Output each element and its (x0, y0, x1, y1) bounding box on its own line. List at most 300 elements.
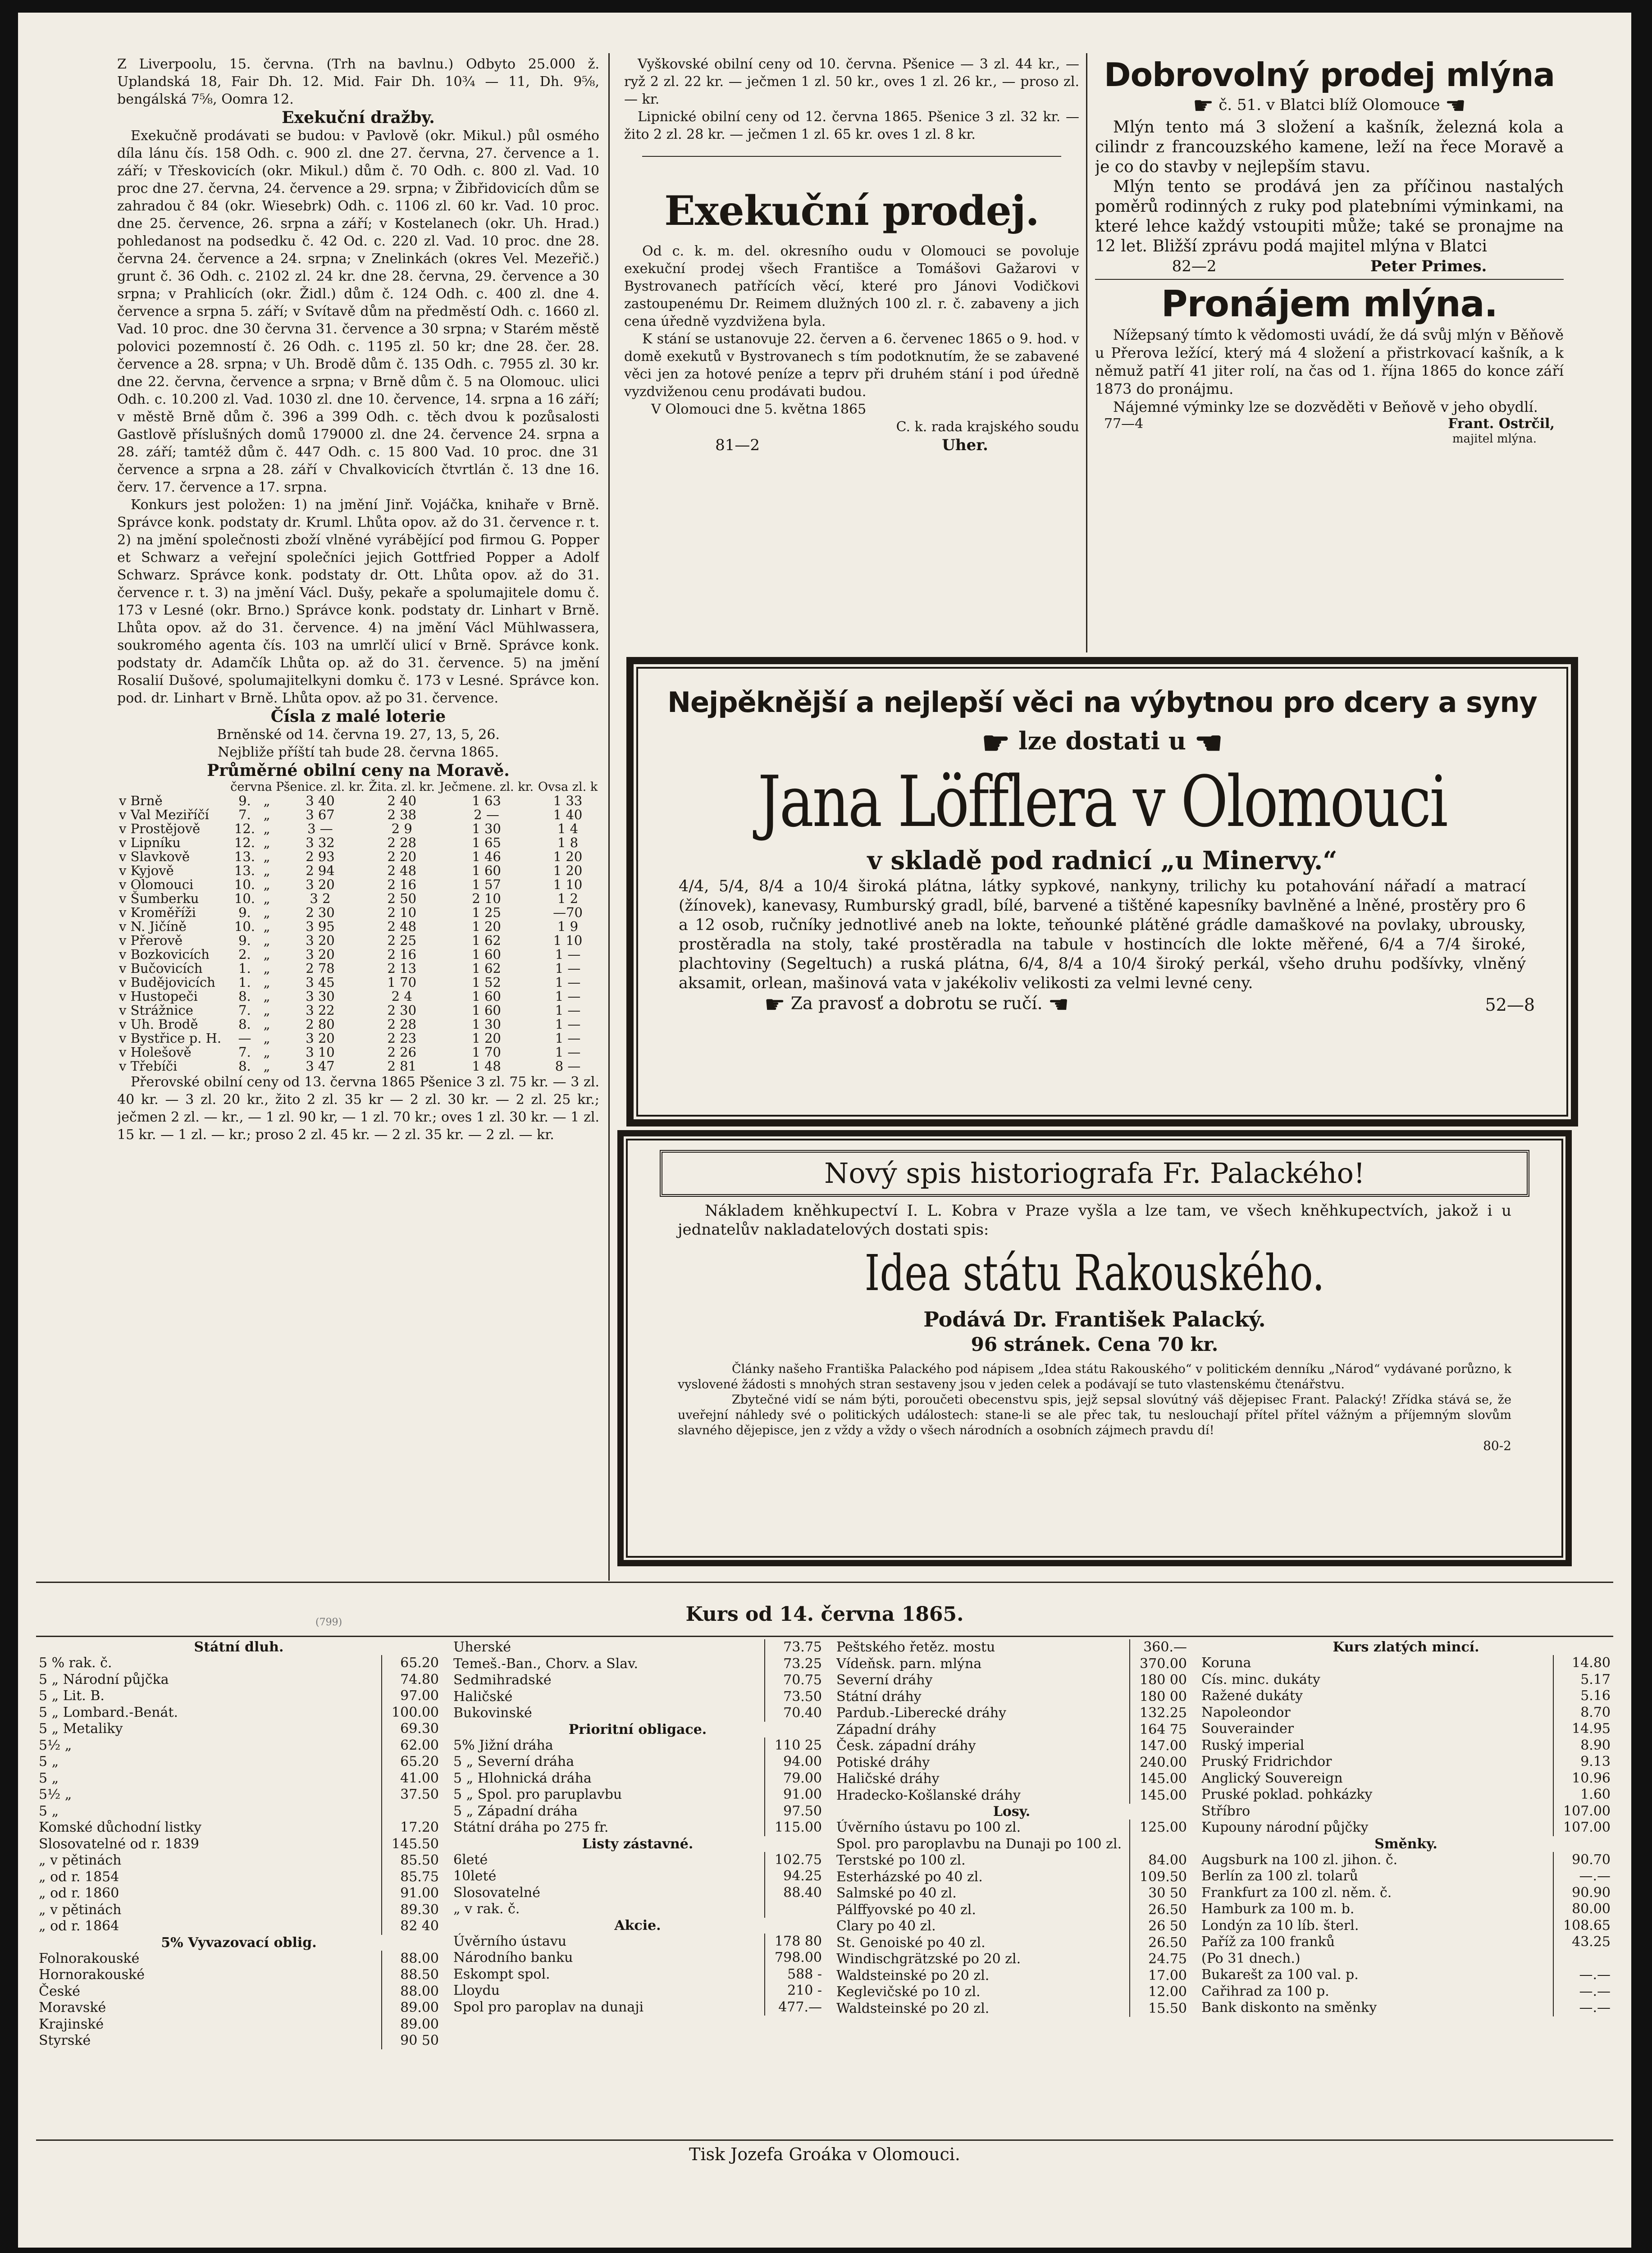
kurs-value: 125.00 (1130, 1820, 1190, 1836)
kurs-value: 10.96 (1553, 1770, 1613, 1787)
kurs-title: Kurs od 14. června 1865. (685, 1603, 964, 1626)
mlyn1-sub (1095, 94, 1564, 118)
kurs-value: 73.50 (765, 1689, 825, 1706)
exekucni-prodej-num: 81—2 (715, 436, 760, 454)
kurs-value: 477.— (765, 1999, 825, 2016)
table-cell: 2 38 (387, 807, 417, 822)
lofler-body: 4/4, 5/4, 8/4 a 10/4 široká plátna, látky sypkové, nankyny, trilichy ku potahování nářadí a matrací (žínovek), kanevasy, Rumburský gradl, bílé, barvené a tištěné kapesníky bavlněné a lněné, prostěry pro 6 a 12 osob, ručníky jednotlivé aneb na lokte, teňounké plátěné grádle damaškové na povlaky, ubrousky, prostěradla na stoly, také prostěradla na tabule v hostincích dle lokte měřené, 6/4 a 7/4 široké, plachtoviny (Segeltuch) a ruská plátna, 6/4, 8/4 a 10/4 široký perkál, všeho druhu podšívky, vlněný aksamit, orlean, mašinová vata v jakékoliv velikosti za velmi levné ceny. (679, 877, 1526, 992)
kurs-value: —.— (1553, 1967, 1613, 1984)
kurs-label: Pruské poklad. pohkázky (1201, 1787, 1373, 1802)
kurs-col1-head2: 5% Vyvazovací oblig. (161, 1934, 317, 1951)
kurs-label: Pruský Fridrichdor (1201, 1754, 1332, 1770)
kurs-value: 84.00 (1130, 1852, 1190, 1869)
table-row (834, 1788, 1190, 1804)
kurs-value: —.— (1553, 2000, 1613, 2016)
table-cell: 13. (234, 863, 256, 878)
table-cell: „ (263, 835, 270, 850)
table-cell: v Bystřice p. H. (119, 1031, 222, 1046)
kurs-label: Peštského řetěz. mostu (836, 1639, 995, 1655)
table-row (834, 1918, 1190, 1935)
kurs-label: Anglický Souvereign (1201, 1770, 1343, 1786)
table-cell: v Slavkově (119, 849, 190, 864)
table-row (834, 1984, 1190, 2001)
table-row (834, 1672, 1190, 1689)
table-row (834, 1656, 1190, 1673)
lofler-footer: Za pravosť a dobrotu se ručí. (790, 993, 1043, 1013)
kurs-value: 5.17 (1553, 1672, 1613, 1688)
table-cell: 1 — (555, 961, 581, 976)
table-cell: 1 — (555, 1031, 581, 1046)
kurs-value: 70.75 (765, 1672, 825, 1689)
table-cell: „ (263, 1044, 270, 1060)
table-cell: 1 62 (472, 933, 501, 948)
table-row (36, 1869, 442, 1886)
kurs-label: 5½ „ (39, 1737, 72, 1753)
kurs-label: Hornorakouské (39, 1967, 145, 1983)
kurs-value (765, 1901, 825, 1918)
kurs-value: —.— (1553, 1984, 1613, 2000)
table-cell: 3 10 (306, 1044, 335, 1060)
kurs-label: Londýn za 10 líb. šterl. (1201, 1917, 1359, 1934)
table-row (834, 1968, 1190, 1984)
kurs-col3-table (834, 1639, 1190, 1804)
table-row (451, 1803, 825, 1820)
table-row (1199, 1852, 1613, 1869)
kurs-label: Západní dráhy (836, 1721, 936, 1738)
kurs-label: Frankfurt za 100 zl. něm. č. (1201, 1884, 1392, 1901)
kurs-label: České (39, 1983, 81, 1999)
table-cell: 3 20 (306, 877, 335, 892)
table-row (451, 1705, 825, 1722)
table-cell: 1 20 (472, 919, 501, 934)
table-row (117, 1059, 599, 1073)
newspaper-page (18, 13, 1631, 2248)
kurs-value: 180 00 (1130, 1689, 1190, 1706)
table-cell: 8. (238, 1058, 251, 1074)
table-row (834, 1722, 1190, 1738)
palacky-pages: 96 stránek. Cena 70 kr. (971, 1333, 1218, 1355)
kurs-label: „ v rak. č. (453, 1901, 520, 1917)
table-row (117, 948, 599, 962)
table-row (834, 1902, 1190, 1919)
kurs-label: Ruský imperial (1201, 1737, 1305, 1753)
table-row (1199, 1951, 1613, 1967)
vyskov-prices: Vyškovské obilní ceny od 10. června. Pšenice — 3 zl. 44 kr., — ryž 2 zl. 22 kr. — ječmen 1 zl. 50 kr., oves 1 zl. 26 kr., — proso zl. — kr. (624, 56, 1079, 107)
kurs-label: 5 „ (39, 1770, 59, 1786)
drazby-heading: Exekuční dražby. (282, 108, 435, 127)
kurs-value: 26 50 (1130, 1918, 1190, 1935)
ceny-header-cell: Ječmene. zl. kr. (439, 780, 534, 794)
kurs-label: Bukovinské (453, 1705, 532, 1721)
table-cell: „ (263, 793, 270, 808)
table-cell: 1 — (555, 947, 581, 962)
lofler-num: 52—8 (1485, 995, 1535, 1015)
table-row (834, 1738, 1190, 1755)
table-cell: 1 60 (472, 1003, 501, 1018)
table-cell: 2 78 (306, 961, 335, 976)
table-cell: 3 47 (306, 1058, 335, 1074)
table-row (36, 2033, 442, 2049)
kurs-label: Česk. západní dráhy (836, 1738, 976, 1754)
table-cell: 13. (234, 849, 256, 864)
pointing-hand-icon: ☛ (981, 724, 1010, 762)
table-row (117, 1045, 599, 1059)
mlyn2-title: Pronájem mlýna. (1161, 283, 1498, 325)
kurs-value (382, 1803, 442, 1820)
table-row (834, 1869, 1190, 1886)
kurs-value: 41.00 (382, 1770, 442, 1787)
kurs-value: 8.70 (1553, 1705, 1613, 1721)
kurs-label: Spol pro paroplav na dunaji (453, 1999, 644, 2015)
table-cell: 2 30 (306, 905, 335, 920)
table-cell: 1. (238, 961, 251, 976)
table-row (451, 1934, 825, 1950)
exekucni-prodej-sign: Uher. (942, 436, 988, 454)
table-cell: 1 20 (553, 849, 583, 864)
table-cell: v Strážnice (119, 1003, 193, 1018)
kurs-col4-head2: Směnky. (1374, 1836, 1438, 1852)
table-cell: 2 16 (387, 877, 417, 892)
table-cell: 2 50 (387, 891, 417, 906)
ceny-heading: Průměrné obilní ceny na Moravě. (207, 761, 510, 780)
table-row (1199, 1672, 1613, 1688)
table-cell: 1 8 (557, 835, 579, 850)
kurs-col2-table (451, 1639, 825, 1722)
kurs-label: 6leté (453, 1852, 488, 1868)
table-row (36, 1836, 442, 1853)
kurs-label: Spol. pro paroplavbu na Dunaji po 100 zl. (836, 1836, 1122, 1852)
table-cell: 7. (238, 1003, 251, 1018)
table-cell: v Šumberku (119, 891, 199, 906)
kurs-value: 24.75 (1130, 1951, 1190, 1968)
table-cell: 1 9 (557, 919, 579, 934)
palacky-p2: Zbytečné vidí se nám býti, poroučeti obecenstvu spis, jejž sepsal slovútný váš dějepisec Frant. Palacký! Zřídka stává se, že uveřejní náhledy své o politických událostech: stane-li se ale přec tak, tu neslouchají přítel přítel vážným a příjemným slovům slavného dějepisce, jen z vždy a vždy o všech národních a osobních zájmech pravdu dí! (678, 1393, 1511, 1437)
table-cell: v Prostějově (119, 821, 201, 836)
pointing-hand-icon: ☚ (1048, 991, 1069, 1018)
table-cell: 9. (238, 905, 251, 920)
kurs-value: 97.50 (765, 1803, 825, 1820)
table-cell: „ (263, 1017, 270, 1032)
kurs-label: Cís. minc. dukáty (1201, 1671, 1320, 1687)
kurs-label: St. Genoiské po 40 zl. (836, 1934, 986, 1951)
kurs-value: 178 80 (765, 1934, 825, 1950)
table-row (36, 1787, 442, 1803)
kurs-label: Augsburk na 100 zl. jihon. č. (1201, 1852, 1398, 1868)
table-cell: „ (263, 1003, 270, 1018)
kurs-value: 90.90 (1553, 1885, 1613, 1902)
left-column (117, 55, 599, 1578)
table-cell: 3 30 (306, 989, 335, 1004)
kurs-label: „ od r. 1854 (39, 1869, 119, 1885)
kurs-label: Haličské dráhy (836, 1771, 940, 1787)
table-row (117, 934, 599, 948)
kurs-label: 5% Jižní dráha (453, 1737, 553, 1753)
kurs-label: Uherské (453, 1639, 511, 1655)
kurs-label: 5 „ Západní dráha (453, 1803, 578, 1819)
kurs-value: 9.13 (1553, 1754, 1613, 1770)
table-cell: „ (263, 905, 270, 920)
table-row (451, 1999, 825, 2016)
kurs-label: Berlín za 100 zl. tolarů (1201, 1868, 1358, 1884)
table-cell: „ (263, 849, 270, 864)
table-cell: 8. (238, 1017, 251, 1032)
kurs-value: 88.00 (382, 1984, 442, 2000)
kurs-label: 5 % rak. č. (39, 1655, 112, 1671)
drazby-body: Exekučně prodávati se budou: v Pavlově (okr. Mikul.) půl osmého díla lánu čís. 158 Odh. c. 900 zl. dne 27. června, 27. července a 1. září; v Třeskovicích (okr. Mikul.) dům č. 70 Odh. c. 800 zl. Vad. 10 proc dne 27. června, 24. července a 29. srpna; v Žibřidovicích dům se zahradou č 84 (okr. Wiesebrk) Odh. c. 1106 zl. 60 kr. Vad. 10 proc. dne 25. července, 26. srpna a září; v Kostelanech (okr. Uh. Hrad.) pohledanost na podsedku č. 42 Od. c. 220 zl. Vad. 10 proc. dne 28. června 24. července a 24. srpna; v Znelinkách (okres Vel. Mezeřič.) grunt č. 36 Odh. c. 2102 zl. 24 kr. dne 28. června, 29. července a 30 srpna; v Prahlicích (okr. Židl.) dům č. 124 Odh. c. 400 zl. dne 4. července a srpna 5. září; v Svítavě dům na předměstí Odh. c. 1660 zl. Vad. 10 proc. dne 30 června 31. července a 30 srpna; v Starém městě polovici pozemností č. 26 Odh. c. 1195 zl. 50 kr; dne 28. čer. 28. července a 28. srpna; v Uh. Brodě dům č. 135 Odh. c. 7955 zl. 30 kr. dne 22. června, července a srpna; v Brně dům č. 5 na Olomouc. ulici Odh. c. 10.200 zl. Vad. 1030 zl. dne 10. července, 14. srpna a 16 září; v městě Brně dům č. 396 a 399 Odh. c. těch dvou k pozůsalosti Gastlově příslušných domů 179000 zl. dne 24. července 24. srpna a 28. září; tamtéž dům č. 447 Odh. c. 15 800 Vad. 10 proc. dne 31 července a srpna a 28. září v Chvalkovicích čtvrtlán č. 13 dne 16. červ. 17. července a 17. srpna. (117, 128, 599, 495)
kurs-label: Souverainder (1201, 1721, 1294, 1737)
kurs-value: 100.00 (382, 1705, 442, 1721)
table-row (1199, 2000, 1613, 2016)
table-cell: 2 48 (387, 863, 417, 878)
table-cell: 3 20 (306, 947, 335, 962)
table-row (451, 1901, 825, 1918)
ceny-header-cell (117, 780, 229, 794)
kurs-value: 74.80 (382, 1672, 442, 1688)
mlyn1-sign: Peter Primes. (1370, 257, 1487, 275)
kurs-value: 109.50 (1130, 1869, 1190, 1886)
kurs-section (36, 1603, 1613, 2144)
ceny-header-cell: Žita. zl. kr. (369, 780, 435, 794)
ceny-header-cell: června (230, 780, 272, 794)
table-cell: v N. Jičíně (119, 919, 187, 934)
kurs-value: 73.75 (765, 1639, 825, 1656)
table-row (451, 1738, 825, 1754)
mlyn1-sub-text: č. 51. v Blatci blíž Olomouce (1218, 96, 1440, 114)
table-cell: 1 33 (553, 793, 583, 808)
table-cell: 1 65 (472, 835, 501, 850)
prerov-prices: Přerovské obilní ceny od 13. června 1865 Pšenice 3 zl. 75 kr. — 3 zl. 40 kr. — 3 zl. 20 kr., žito 2 zl. 35 kr — 2 zl. 30 kr. — 2 zl. 25 kr.; ječmen 2 zl. — kr., — 1 zl. 90 kr, — 1 zl. 70 kr.; oves 1 zl. 30 kr. — 1 zl. 15 kr. — 1 zl. — kr.; proso 2 zl. 45 kr. — 2 zl. 35 kr. — 2 zl. — kr. (117, 1074, 599, 1143)
palacky-p1: Články našeho Františka Palackého pod nápisem „Idea státu Rakouského“ v politickém denníku „Národ“ vydávané porůzno, k vyslovené žádosti s mnohých stran sestaveny jsou v jeden celek a podávají se tuto vlastenskému čtenářstvu. (678, 1362, 1511, 1391)
table-cell: 2 48 (387, 919, 417, 934)
kurs-label: Úvěrního ústavu po 100 zl. (836, 1820, 1021, 1835)
kurs-value: 91.00 (765, 1787, 825, 1803)
kurs-value: 15.50 (1130, 2001, 1190, 2017)
table-row (834, 1689, 1190, 1706)
kurs-col4b-table (1199, 1852, 1613, 2016)
kurs-label: Potiské dráhy (836, 1754, 930, 1770)
table-cell: 1 70 (472, 1044, 501, 1060)
kurs-label: Eskompt spol. (453, 1966, 550, 1982)
table-row (834, 1639, 1190, 1656)
kurs-value: 65.20 (382, 1754, 442, 1770)
kurs-value: 115.00 (765, 1820, 825, 1836)
table-row (1199, 1918, 1613, 1934)
table-cell: „ (263, 891, 270, 906)
kurs-col2d-table (451, 1934, 825, 2016)
table-row (36, 1951, 442, 1967)
kurs-label: Národního banku (453, 1950, 573, 1966)
exekucni-prodej-p1: Od c. k. m. del. okresního oudu v Olomouci se povoluje exekuční prodej všech Františce a Tomášovi Gažarovi v Bystrovanech patřících věcí, které pro Jánovi Vodičkovi zastoupenému Dr. Reimem dlužných 100 zl. r. č. zabaveny a jich cena úředně vyzdvižena byla. (624, 243, 1079, 329)
kurs-value: —.— (1553, 1868, 1613, 1885)
table-row (834, 1951, 1190, 1968)
liverpool-report: Z Liverpoolu, 15. června. (Trh na bavlnu.) Odbyto 25.000 ž. Uplandská 18, Fair Dh. 12. Mid. Fair Dh. 10¾ — 11, Dh. 9⅝, bengálská 7⅝, Oomra 12. (117, 56, 599, 107)
table-cell: 2 20 (387, 849, 417, 864)
kurs-label: 5 „ (39, 1803, 59, 1819)
table-row (834, 1836, 1190, 1853)
table-row (1199, 1820, 1613, 1836)
kurs-col2c-table (451, 1852, 825, 1918)
mlyn1-num: 82—2 (1172, 257, 1217, 275)
table-row (1199, 1754, 1613, 1770)
table-cell: v Budějovicích (119, 975, 215, 990)
exekucni-prodej-p2: K stání se ustanovuje 22. červen a 6. červenec 1865 o 9. hod. v domě exekutů v Bystrovanech s tím podotknutím, že se zabavené věci jen za hotové peníze a teprv při druhém stání i pod úředně vyzdviženou cenu prodávati budou. (624, 331, 1079, 400)
table-row (36, 1721, 442, 1738)
table-cell: 1 46 (472, 849, 501, 864)
mlyn1-title: Dobrovolný prodej mlýna (1104, 56, 1555, 94)
table-cell: 2 30 (387, 1003, 417, 1018)
loterie-line1: Brněnské od 14. června 19. 27, 13, 5, 26. (217, 727, 500, 743)
pointing-hand-icon: ☚ (1445, 92, 1466, 119)
table-row (1199, 1770, 1613, 1787)
table-cell: 2 25 (387, 933, 417, 948)
table-cell: 3 45 (306, 975, 335, 990)
table-row (36, 1705, 442, 1721)
table-cell: 1 40 (553, 807, 583, 822)
kurs-value: 147.00 (1130, 1738, 1190, 1755)
kurs-label: Windischgrätzské po 20 zl. (836, 1951, 1021, 1967)
table-row (1199, 1721, 1613, 1738)
exekucni-prodej-date: V Olomouci dne 5. května 1865 (651, 401, 867, 417)
kurs-col1 (36, 1639, 442, 2135)
kurs-label: Hamburk za 100 m. b. (1201, 1901, 1355, 1917)
table-cell: 2 13 (387, 961, 417, 976)
table-cell: 9. (238, 793, 251, 808)
table-row (451, 1983, 825, 1999)
palacky-title: Nový spis historiografa Fr. Palackého! (660, 1150, 1529, 1197)
kurs-label: Keglevičské po 10 zl. (836, 1984, 981, 2000)
table-cell: 1 62 (472, 961, 501, 976)
table-cell: 1 25 (472, 905, 501, 920)
mlyn2-num: 77—4 (1104, 416, 1144, 432)
table-cell: 1 48 (472, 1058, 501, 1074)
table-cell: 3 20 (306, 1031, 335, 1046)
table-row (117, 836, 599, 850)
kurs-value: 26.50 (1130, 1902, 1190, 1919)
kurs-value: 370.00 (1130, 1656, 1190, 1673)
table-row (451, 1689, 825, 1706)
mlyn2-role: majitel mlýna. (1452, 432, 1537, 446)
kurs-label: Vídeňsk. parn. mlýna (836, 1656, 982, 1672)
kurs-value: 88.40 (765, 1885, 825, 1902)
kurs-label: Folnorakouské (39, 1950, 140, 1966)
kurs-value (1130, 1836, 1190, 1853)
kurs-label: Bukarešt za 100 val. p. (1201, 1967, 1359, 1983)
table-row (1199, 1984, 1613, 2000)
table-row (36, 1688, 442, 1705)
table-row (1199, 1901, 1613, 1918)
table-row (36, 1672, 442, 1688)
kurs-col2-head: Prioritní obligace. (568, 1721, 707, 1738)
kurs-value: 65.20 (382, 1655, 442, 1672)
mlyn1-body: Mlýn tento má 3 složení a kašník, železná kola a cilindr z francouzského kamene, leží na řece Moravě a je co do stavby v nejlepším stavu. (1095, 118, 1564, 176)
kurs-value: 108.65 (1553, 1918, 1613, 1934)
pointing-hand-icon: ☛ (1192, 92, 1214, 119)
kurs-value: 17.20 (382, 1820, 442, 1836)
table-cell: v Bučovicích (119, 961, 203, 976)
kurs-value: 12.00 (1130, 1984, 1190, 2001)
table-row (834, 1771, 1190, 1788)
kurs-value: 145.00 (1130, 1771, 1190, 1788)
table-cell: 8 — (555, 1058, 581, 1074)
table-cell: 2 26 (387, 1044, 417, 1060)
kurs-label: Severní dráhy (836, 1672, 933, 1688)
table-row (36, 1820, 442, 1836)
table-cell: 12. (234, 835, 256, 850)
kurs-col4 (1199, 1639, 1613, 2135)
kurs-value: 97.00 (382, 1688, 442, 1705)
kurs-label: Krajinské (39, 2016, 104, 2032)
table-row (36, 1803, 442, 1820)
table-cell: „ (263, 877, 270, 892)
kurs-label: „ od r. 1864 (39, 1918, 119, 1934)
table-row (1199, 1705, 1613, 1721)
table-cell: 9. (238, 933, 251, 948)
table-cell: 1 10 (553, 877, 583, 892)
table-cell: „ (263, 961, 270, 976)
kurs-label: Cařihrad za 100 p. (1201, 1983, 1329, 1999)
table-row (117, 864, 599, 878)
table-cell: —70 (553, 905, 583, 920)
kurs-label: Salmské po 40 zl. (836, 1885, 957, 1901)
kurs-value: 62.00 (382, 1738, 442, 1754)
kurs-rule (36, 1636, 1613, 1637)
kurs-value: 85.50 (382, 1852, 442, 1869)
kurs-value: 210 - (765, 1983, 825, 1999)
table-cell: 1 4 (557, 821, 579, 836)
table-row (117, 794, 599, 808)
kurs-value: 5.16 (1553, 1688, 1613, 1705)
table-row (117, 1031, 599, 1045)
table-cell: 1 — (555, 989, 581, 1004)
table-cell: v Val Meziříčí (119, 807, 209, 822)
table-cell: 1 20 (472, 1031, 501, 1046)
table-cell: v Hustopeči (119, 989, 198, 1004)
kurs-value: 82 40 (382, 1918, 442, 1935)
lofler-line3: v skladě pod radnicí „u Minervy.“ (867, 846, 1337, 876)
kurs-value: 14.80 (1553, 1655, 1613, 1672)
kurs-value: 110 25 (765, 1738, 825, 1754)
kurs-label: 5 „ Národní půjčka (39, 1671, 169, 1687)
table-cell: 1 — (555, 1003, 581, 1018)
table-row (451, 1656, 825, 1673)
kurs-label: Úvěrního ústavu (453, 1933, 567, 1949)
table-cell: „ (263, 1031, 270, 1046)
table-row (1199, 1885, 1613, 1902)
table-cell: 3 2 (310, 891, 331, 906)
table-cell: v Lipníku (119, 835, 181, 850)
table-cell: 10. (234, 877, 256, 892)
table-row (1199, 1688, 1613, 1705)
kurs-col1b-table (36, 1951, 442, 2049)
table-cell: „ (263, 863, 270, 878)
table-cell: 1 60 (472, 947, 501, 962)
kurs-value: 88.00 (382, 1951, 442, 1967)
table-cell: „ (263, 989, 270, 1004)
kurs-value: 91.00 (382, 1885, 442, 1902)
kurs-col3-head: Losy. (993, 1804, 1031, 1820)
kurs-label: Napoleondor (1201, 1704, 1291, 1720)
kurs-value: 88.50 (382, 1967, 442, 1984)
konkurs-body: Konkurs jest položen: 1) na jmění Jinř. Vojáčka, knihaře v Brně. Správce konk. podstaty dr. Kruml. Lhůta opov. až do 31. července r. t. 2) na jmění společnosti zboží vlněné vyrábějící pod firmou G. Popper et Schwarz a veřejní společníci jejich Gottfried Popper a Adolf Schwarz. Správce konk. podstaty dr. Ott. Lhůta opov. až do 31. července r. t. 3) na jmění Václ. Dušy, pekaře a spolumajitele domu č. 173 v Lesné (okr. Brno.) Správce konk. podstaty dr. Linhart v Brně. Lhůta opov. až do 31. července. 4) na jmění Václ Mühlwassera, soukromého agenta čís. 103 na umrlčí ulicí v Brně. Správce konk. podstaty dr. Adamčík Lhůta op. až do 31. července. 5) na jmění Rosalií Dušové, spolumajitelkyni domku č. 173 v Lesné. Správce kon. pod. dr. Linhart v Brně. Lhůta opov. až po 31. července. (117, 497, 599, 706)
table-row (36, 2000, 442, 2016)
table-cell: 12. (234, 821, 256, 836)
kurs-value: 240.00 (1130, 1755, 1190, 1771)
kurs-value: 102.75 (765, 1852, 825, 1869)
table-cell: 1 — (555, 975, 581, 990)
kurs-col2-head3: Akcie. (614, 1917, 661, 1934)
kurs-label: 5 „ (39, 1754, 59, 1770)
kurs-value: 30 50 (1130, 1885, 1190, 1902)
